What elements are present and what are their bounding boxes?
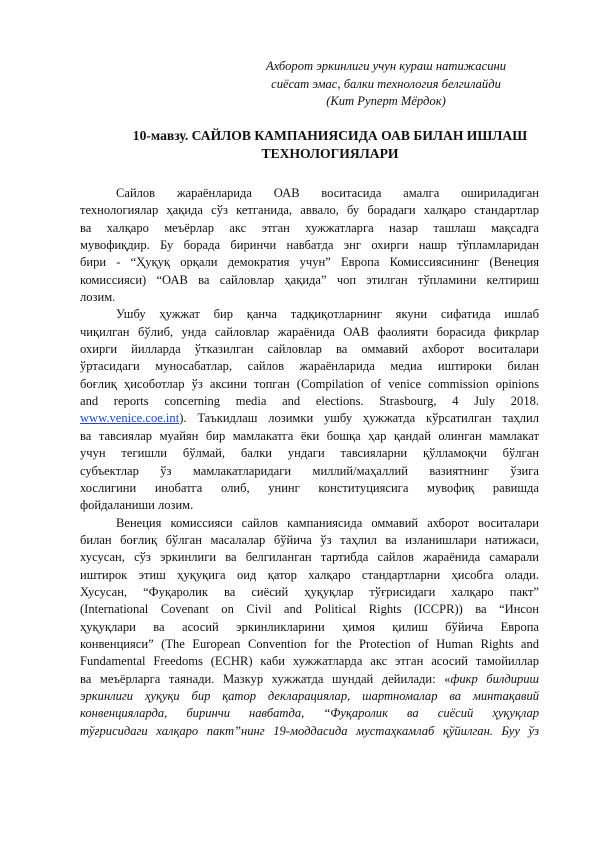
epigraph-line: сиёсат эмас, балки технология белгилайди bbox=[271, 76, 501, 91]
text-line: ўртасидаги муносабатлар, сайлов жараёнларида медиа иштироки билан bbox=[80, 359, 539, 374]
text-line: охирги йилларда ўтказилган сайловлар ва оммавий ахборот воситалари bbox=[80, 342, 539, 357]
paragraph bbox=[80, 515, 539, 740]
text-line: технологиялар ҳақида сўз кетганида, аввало, бу борадаги халқаро стандартлар bbox=[80, 203, 539, 218]
title-line: 10-мавзу. САЙЛОВ КАМПАНИЯСИДА ОАВ БИЛАН ИШЛАШ bbox=[132, 128, 528, 143]
text-line: Хусусан, “Фуқаролик ва сиёсий ҳуқуқлар тўғрисидаги халқаро пакт” bbox=[80, 584, 539, 599]
text-line: фойдаланиши лозим. bbox=[80, 498, 194, 513]
paragraph bbox=[80, 185, 539, 306]
text-line: Венеция комиссияси сайлов кампаниясида оммавий ахборот воситалари bbox=[116, 515, 539, 530]
text-line: боғлиқ ҳисоботлар ўз аксини топган (Compilation of venice commission opinions bbox=[80, 376, 539, 391]
epigraph-author: (Кит Руперт Мёрдок) bbox=[326, 94, 446, 108]
venice-link[interactable]: www.venice.coe.int bbox=[80, 411, 180, 426]
text-line: конвенцияси” (The European Convention for the Protection of Human Rights and bbox=[80, 636, 539, 651]
text-line: (International Covenant on Civil and Political Rights (ICCPR)) ва “Инсон bbox=[80, 602, 539, 617]
text-line: лозим. bbox=[80, 290, 116, 305]
text-line: эркинлиги ҳуқуқи бир қатор декларациялар, шартномалар ва минтақавий bbox=[80, 688, 539, 703]
text-line: ҳуқуқлари ва асосий эркинликларини ҳимоя қилиш бўйича Европа bbox=[80, 619, 539, 634]
document-body bbox=[80, 185, 539, 740]
text-line: конвенцияларда, биринчи навбатда, “Фуқаролик ва сиёсий ҳуқуқлар bbox=[80, 706, 539, 721]
epigraph bbox=[238, 58, 534, 111]
epigraph-line: Ахборот эркинлиги учун кураш натижасини bbox=[265, 59, 507, 73]
text-line bbox=[80, 410, 539, 427]
text-line bbox=[80, 671, 539, 688]
title-line: ТЕХНОЛОГИЯЛАРИ bbox=[261, 145, 399, 161]
text-line: хусусан, сўз эркинлиги ва белгиланган тартибда сайлов жараёнида самарали bbox=[80, 550, 539, 565]
text-line: билан боғлиқ бўлган масалалар бўйича ўз таҳлил ва изланишлари натижаси, bbox=[80, 532, 539, 547]
text-line: субъектлар ўз мамлакатларидаги миллий/маҳаллий вазиятнинг ўзига bbox=[80, 463, 539, 478]
text-line: ва халқаро меъёрлар акс этган хужжатларга назар ташлаш мақсадга bbox=[80, 220, 539, 235]
text-line: and reports concerning media and elections. Strasbourg, 4 July 2018. bbox=[80, 394, 539, 409]
text-line: комиссияси) “ОАВ ва сайловлар ҳақида” чоп этилган тўпламини келтириш bbox=[80, 272, 539, 287]
text-line: Ушбу ҳужжат бир қанча тадқиқотларнинг якуни сифатида ишлаб bbox=[116, 307, 539, 322]
text-line: Fundamental Freedoms (ECHR) каби хужжатларда акс этган асосий тамойиллар bbox=[80, 654, 539, 669]
text-line: иштирок этиш ҳуқуқига оид қатор халқаро стандартларни ҳисобга олади. bbox=[80, 567, 539, 582]
text-line: бири - “Ҳуқуқ орқали демократия учун” Европа Комиссиясининг (Венеция bbox=[80, 255, 539, 270]
text-line: Сайлов жараёнларида ОАВ воситасида амалга ошириладиган bbox=[116, 186, 539, 200]
text-line: чиқилган бўлиб, унда сайловлар жараёнида ОАВ фаолияти борасида фикрлар bbox=[80, 324, 539, 339]
quote-start: фикр билдириш bbox=[450, 671, 540, 686]
paragraph bbox=[80, 306, 539, 514]
page-title bbox=[80, 127, 580, 162]
text-line: мувофиқдир. Бу борада биринчи навбатда энг охирги нашр тўпламларидан bbox=[80, 238, 539, 253]
text-line: учун тегишли бўлмай, балки ундаги тавсияларни қўлламоқчи бўлган bbox=[80, 446, 539, 461]
text-run: ва меъёрларга таянади. Мазкур хужжатда шундай дейилади: « bbox=[80, 671, 451, 686]
text-line: ва тавсиялар муайян бир мамлакатга ёки бошқа ҳар қандай олинган мамлакат bbox=[80, 428, 539, 443]
text-run: ). Таъкидлаш лозимки ушбу ҳужжатда кўрсатилган таҳлил bbox=[179, 411, 539, 426]
text-line: тўғрисидаги халқаро пакт”нинг 19-моддасида мустаҳкамлаб қўйилган. Буу ўз bbox=[80, 723, 539, 738]
text-line: хослигини инобатга олиб, унинг конституциясига мувофиқ равишда bbox=[80, 480, 539, 495]
